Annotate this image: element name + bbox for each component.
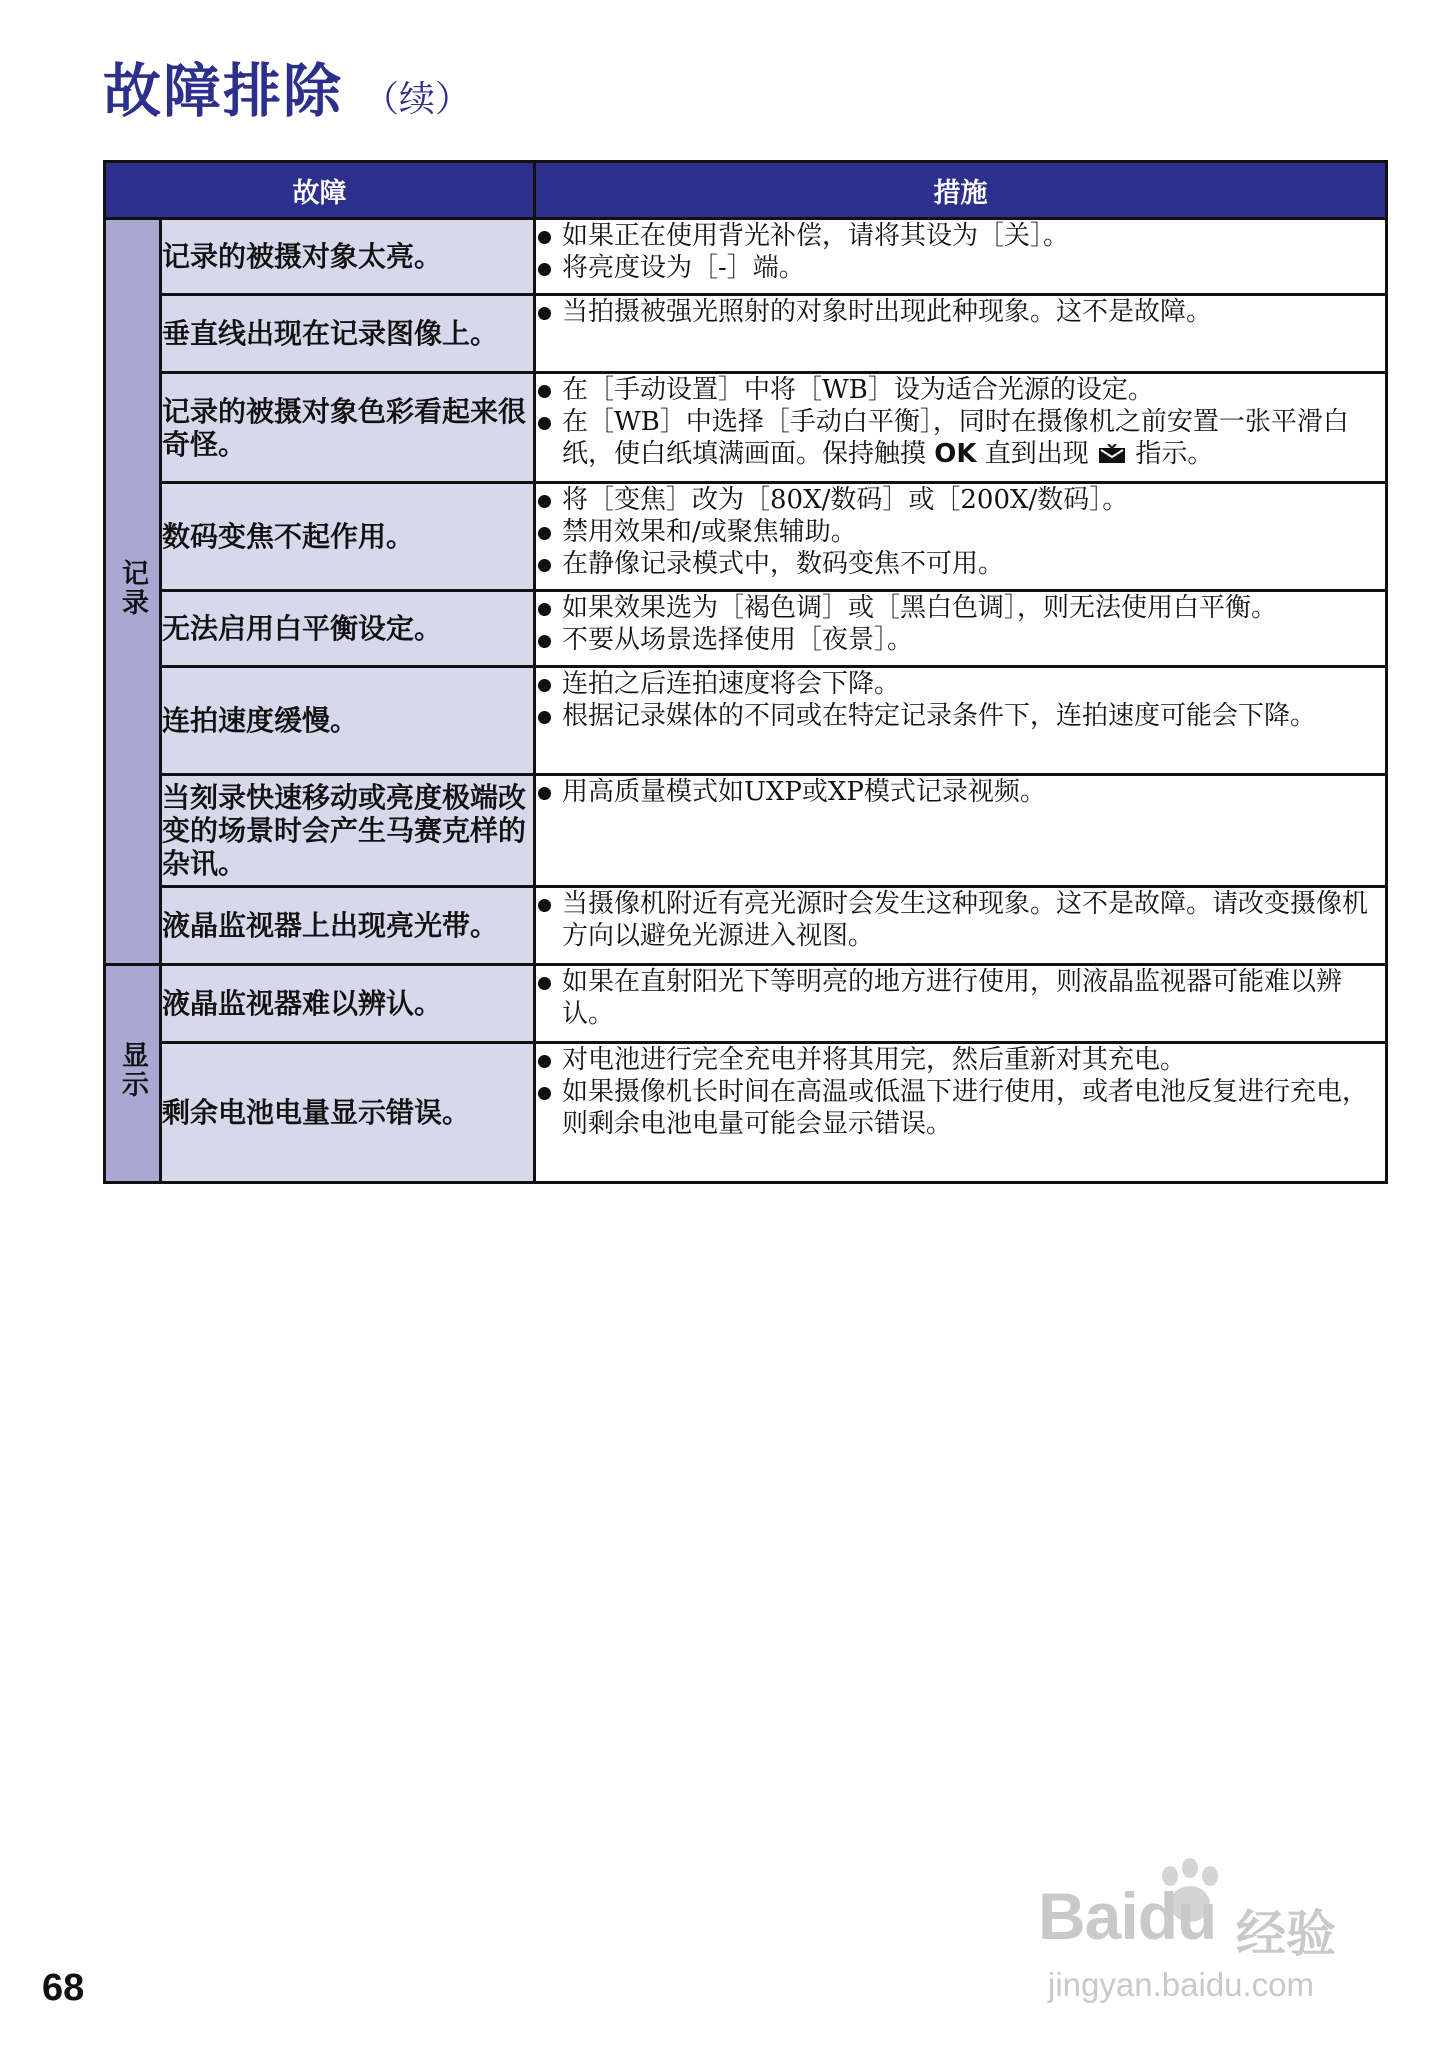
table-row [105, 775, 1387, 887]
page-title-main: 故障排除 [103, 57, 344, 125]
table-row [105, 591, 1387, 667]
action-cell [535, 295, 1387, 373]
page-number: 68 [42, 1967, 85, 2009]
action-text: 指示。 [1135, 439, 1214, 469]
table-row [105, 1043, 1387, 1183]
page-title [103, 44, 472, 125]
troubleshooting-table [103, 160, 1388, 1184]
table-row [105, 667, 1387, 775]
problem-cell: 记录的被摄对象太亮。 [161, 219, 535, 295]
action-item: 如果摄像机长时间在高温或低温下进行使用，或者电池反复进行充电，则剩余电池电量可能会显示错误。 [536, 1076, 1385, 1140]
action-text: 直到出现 [984, 439, 1089, 469]
action-cell [535, 965, 1387, 1043]
table-header-row [105, 162, 1387, 219]
action-text: 在［WB］中选择［手动白平衡］，同时在摄像机之前安置一张平滑白纸，使白纸填满画面。保持触摸 [562, 407, 1349, 469]
watermark-cn: 经验 [1236, 1906, 1336, 1962]
problem-cell: 当刻录快速移动或亮度极端改变的场景时会产生马赛克样的杂讯。 [161, 775, 535, 887]
watermark-brand-part2: du [1137, 1879, 1217, 1953]
problem-cell: 剩余电池电量显示错误。 [161, 1043, 535, 1183]
action-cell [535, 483, 1387, 591]
action-item: 在［手动设置］中将［WB］设为适合光源的设定。 [536, 374, 1385, 406]
action-item: 如果正在使用背光补偿，请将其设为［关］。 [536, 220, 1385, 252]
monitor-icon [1097, 444, 1127, 464]
header-action: 措施 [535, 162, 1387, 219]
problem-cell: 液晶监视器难以辨认。 [161, 965, 535, 1043]
table-row [105, 887, 1387, 965]
action-item: 当摄像机附近有亮光源时会发生这种现象。这不是故障。请改变摄像机方向以避免光源进入视图。 [536, 888, 1385, 952]
table-row [105, 219, 1387, 295]
watermark-brand-part1: Bai [1038, 1879, 1138, 1953]
action-item: 连拍之后连拍速度将会下降。 [536, 668, 1385, 700]
action-cell [535, 887, 1387, 965]
action-cell [535, 775, 1387, 887]
category-label: 记录 [117, 559, 148, 617]
action-item: 不要从场景选择使用［夜景］。 [536, 624, 1385, 656]
ok-button-label: OK [934, 439, 977, 469]
table-row [105, 295, 1387, 373]
action-item: 当拍摄被强光照射的对象时出现此种现象。这不是故障。 [536, 296, 1385, 328]
action-cell [535, 591, 1387, 667]
header-problem: 故障 [105, 162, 535, 219]
problem-cell: 垂直线出现在记录图像上。 [161, 295, 535, 373]
problem-cell: 无法启用白平衡设定。 [161, 591, 535, 667]
action-item: 禁用效果和/或聚焦辅助。 [536, 516, 1385, 548]
problem-cell: 数码变焦不起作用。 [161, 483, 535, 591]
watermark-url: jingyan.baidu.com [1048, 1966, 1314, 2003]
table-row [105, 965, 1387, 1043]
watermark-brand [1038, 1878, 1216, 1954]
table-row [105, 483, 1387, 591]
table-row [105, 373, 1387, 483]
page-title-suffix: （续） [363, 79, 472, 120]
problem-cell: 液晶监视器上出现亮光带。 [161, 887, 535, 965]
action-item: 根据记录媒体的不同或在特定记录条件下，连拍速度可能会下降。 [536, 700, 1385, 732]
action-cell [535, 373, 1387, 483]
action-item: 将亮度设为［-］端。 [536, 252, 1385, 284]
action-cell [535, 219, 1387, 295]
action-item: 对电池进行完全充电并将其用完，然后重新对其充电。 [536, 1044, 1385, 1076]
action-cell [535, 1043, 1387, 1183]
action-item: 在静像记录模式中，数码变焦不可用。 [536, 548, 1385, 580]
category-label: 显示 [117, 1041, 148, 1099]
category-display [105, 965, 161, 1183]
baidu-watermark [1038, 1868, 1368, 2018]
action-item: 如果效果选为［褐色调］或［黑白色调］，则无法使用白平衡。 [536, 592, 1385, 624]
problem-cell: 连拍速度缓慢。 [161, 667, 535, 775]
action-item [536, 406, 1385, 470]
action-item: 用高质量模式如UXP或XP模式记录视频。 [536, 776, 1385, 808]
category-record [105, 219, 161, 965]
problem-cell: 记录的被摄对象色彩看起来很奇怪。 [161, 373, 535, 483]
action-item: 将［变焦］改为［80X/数码］或［200X/数码］。 [536, 484, 1385, 516]
action-item: 如果在直射阳光下等明亮的地方进行使用，则液晶监视器可能难以辨认。 [536, 966, 1385, 1030]
action-cell [535, 667, 1387, 775]
